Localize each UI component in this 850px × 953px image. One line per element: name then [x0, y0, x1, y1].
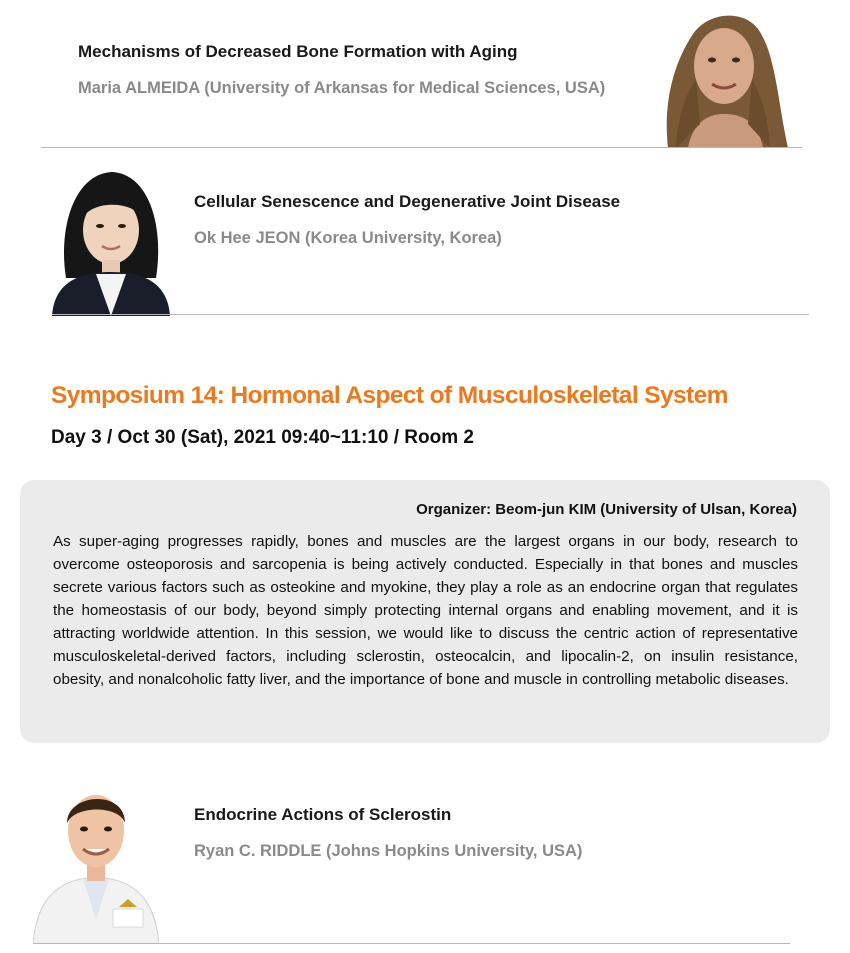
- talk-speaker: Ok Hee JEON (Korea University, Korea): [194, 229, 502, 247]
- talk-speaker: Maria ALMEIDA (University of Arkansas for Medical Sciences, USA): [78, 79, 606, 97]
- symposium-schedule: Day 3 / Oct 30 (Sat), 2021 09:40~11:10 / Room 2: [51, 427, 474, 448]
- divider: [33, 943, 790, 944]
- symposium-info-box: [20, 480, 830, 743]
- symposium-description: As super-aging progresses rapidly, bones and muscles are the largest organs in our body, research to overcome osteoporosis and sarcopenia is being actively conducted. Especially in that bones and muscles secrete various factors such as osteokine and myokine, they play a role as an endocrine organ that regulates the homeostasis of our body, beyond simply protecting internal organs and enabling movement, and it is attracting worldwide attention. In this session, we would like to discuss the centric action of representative musculoskeletal-derived factors, including sclerostin, osteocalcin, and lipocalin-2, on insulin resistance, obesity, and nonalcoholic fatty liver, and the importance of bone and muscle in controlling metabolic diseases.: [53, 533, 798, 688]
- divider: [41, 147, 802, 148]
- divider: [52, 314, 809, 315]
- talk-title: Mechanisms of Decreased Bone Formation with Aging: [78, 42, 518, 61]
- speaker-photo: [33, 779, 159, 944]
- speaker-photo: [52, 168, 170, 316]
- talk-speaker: Ryan C. RIDDLE (Johns Hopkins University, USA): [194, 842, 583, 860]
- speaker-photo: [648, 4, 798, 148]
- symposium-title: Symposium 14: Hormonal Aspect of Musculoskeletal System: [51, 382, 728, 409]
- talk-title: Endocrine Actions of Sclerostin: [194, 805, 452, 824]
- organizer: Organizer: Beom-jun KIM (University of Ulsan, Korea): [416, 501, 797, 518]
- talk-title: Cellular Senescence and Degenerative Joint Disease: [194, 192, 621, 211]
